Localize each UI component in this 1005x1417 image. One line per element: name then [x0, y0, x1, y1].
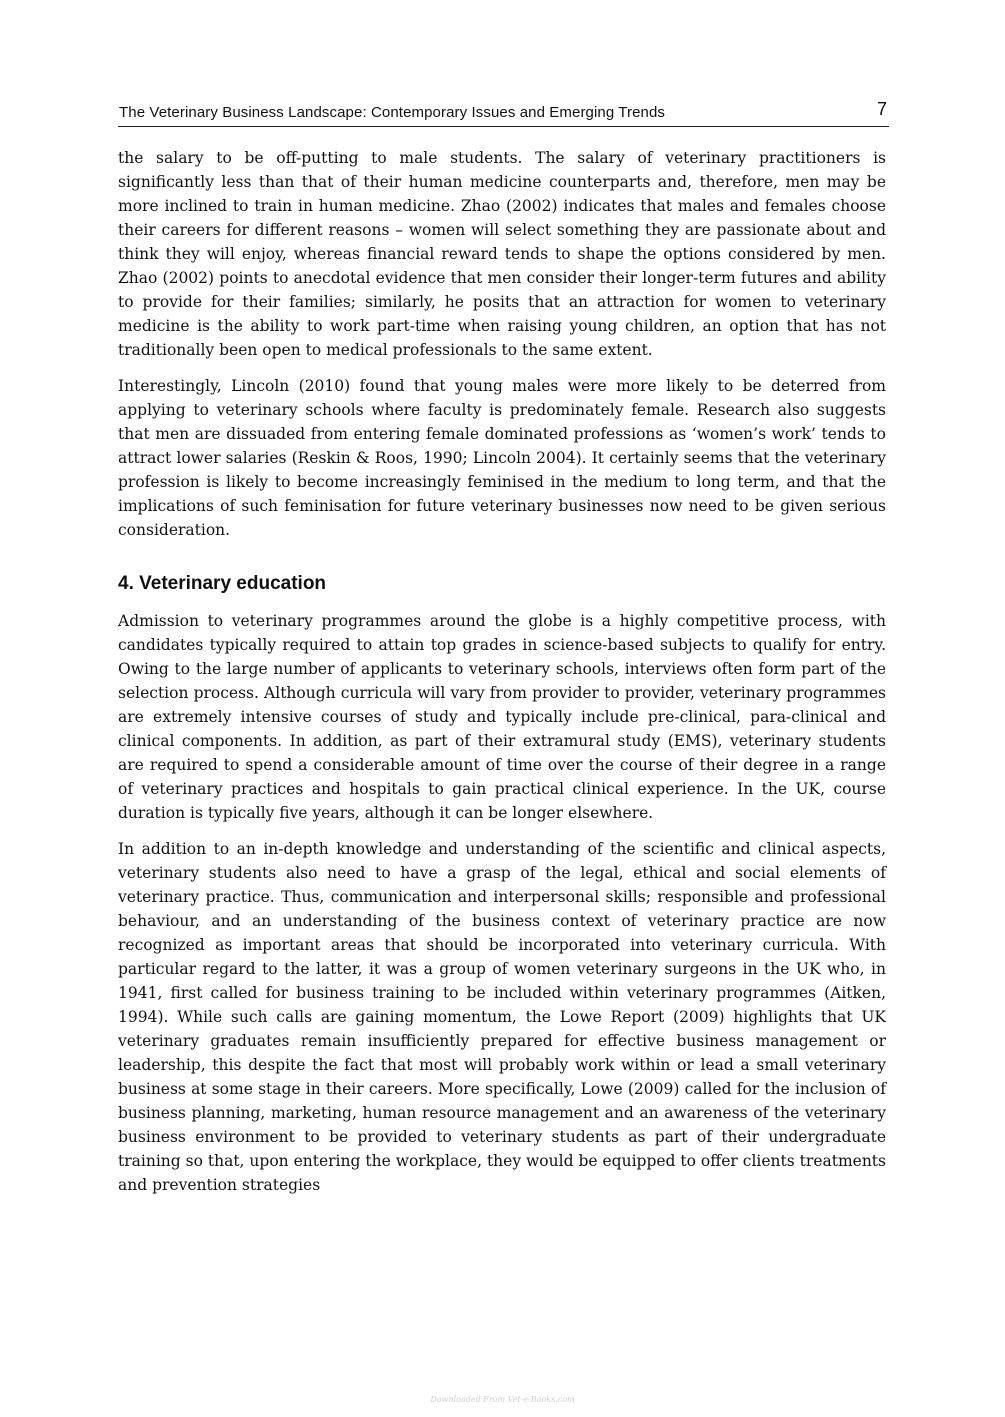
body-paragraph: Interestingly, Lincoln (2010) found that young males were more likely to be deterred from applying to veterinary schools where faculty is predominately female. Research also suggests that men are dissuaded from entering female dominated professions as ‘women’s work’ tends to attract lower salaries (Reskin & Roos, 1990; Lincoln 2004). It certainly seems that the veterinary profession is likely to become increasingly feminised in the medium to long term, and that the implications of such feminisation for future veterinary businesses now need to be given serious consideration. [118, 377, 886, 539]
page-header [118, 98, 889, 127]
body-paragraph: In addition to an in-depth knowledge and understanding of the scientific and clinical aspects, veterinary students also need to have a grasp of the legal, ethical and social elements of veterinary practice. Thus, communication and interpersonal skills; responsible and professional behaviour, and an understanding of the business context of veterinary practice are now recognized as important areas that should be incorporated into veterinary curricula. With particular regard to the latter, it was a group of women veterinary surgeons in the UK who, in 1941, first called for business training to be included within veterinary programmes (Aitken, 1994). While such calls are gaining momentum, the Lowe Report (2009) highlights that UK veterinary graduates remain insufficiently prepared for effective business management or leadership, this despite the fact that most will probably work within or lead a small veterinary business at some stage in their careers. More specifically, Lowe (2009) called for the inclusion of business planning, marketing, human resource management and an awareness of the veterinary business environment to be provided to veterinary students as part of their undergraduate training so that, upon entering the workplace, they would be equipped to offer clients treatments and prevention strategies [118, 840, 886, 1194]
body-paragraph: Admission to veterinary programmes around the globe is a highly competitive process, with candidates typically required to attain top grades in science-based subjects to qualify for entry. Owing to the large number of applicants to veterinary schools, interviews often form part of the selection process. Although curricula will vary from provider to provider, veterinary programmes are extremely intensive courses of study and typically include pre-clinical, para-clinical and clinical components. In addition, as part of their extramural study (EMS), veterinary students are required to spend a considerable amount of time over the course of their degree in a range of veterinary practices and hospitals to gain practical clinical experience. In the UK, course duration is typically five years, although it can be longer elsewhere. [118, 612, 886, 822]
body-paragraph: the salary to be off-putting to male students. The salary of veterinary practitioners is significantly less than that of their human medicine counterparts and, therefore, men may be more inclined to train in human medicine. Zhao (2002) indicates that males and females choose their careers for different reasons – women will select something they are passionate about and think they will enjoy, whereas financial reward tends to shape the options considered by men. Zhao (2002) points to anecdotal evidence that men consider their longer-term futures and ability to provide for their families; similarly, he posits that an attraction for women to veterinary medicine is the ability to work part-time when raising young children, an option that has not traditionally been open to medical professionals to the same extent. [118, 149, 886, 359]
running-title: The Veterinary Business Landscape: Contemporary Issues and Emerging Trends [119, 104, 666, 121]
page-body [118, 146, 886, 1209]
page-number: 7 [876, 99, 887, 119]
section-heading: 4. Veterinary education [118, 573, 327, 594]
footer-watermark: Downloaded From Vet-e-Books.com [430, 1395, 575, 1404]
